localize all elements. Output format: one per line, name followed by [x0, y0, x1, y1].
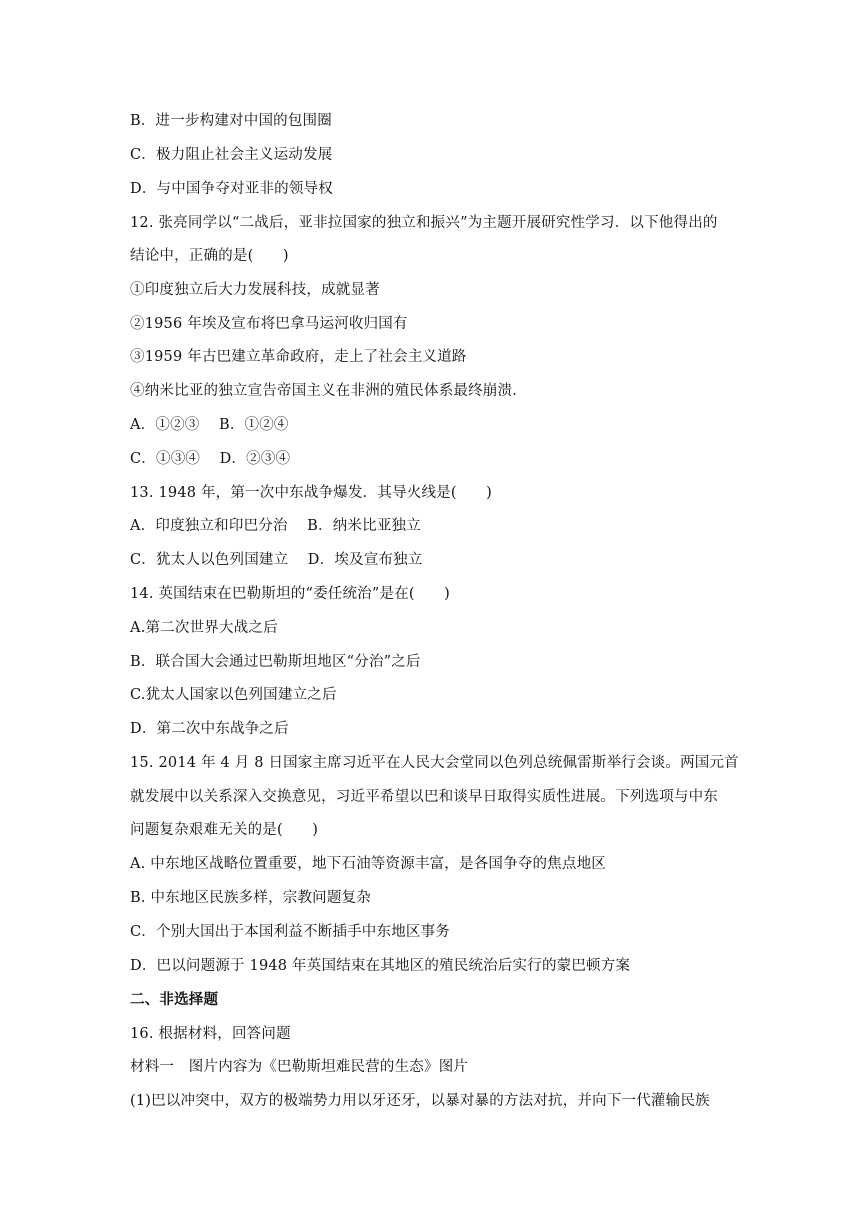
statement-12-3: ③1959 年古巴建立革命政府，走上了社会主义道路: [130, 349, 467, 365]
question-14-stem: 14. 英国结束在巴勒斯坦的“委任统治”是在( ): [130, 586, 451, 602]
options-12-cd: C．①③④ D．②③④: [130, 451, 291, 467]
question-13-stem: 13. 1948 年，第一次中东战争爆发．其导火线是( ): [130, 485, 492, 501]
options-12-ab: A．①②③ B．①②④: [130, 417, 289, 433]
option-11d: D．与中国争夺对亚非的领导权: [130, 181, 333, 197]
option-15d: D．巴以问题源于 1948 年英国结束在其地区的殖民统治后实行的蒙巴顿方案: [130, 958, 631, 974]
statement-12-2: ②1956 年埃及宣布将巴拿马运河收归国有: [130, 316, 408, 332]
option-11b: B．进一步构建对中国的包围圈: [130, 113, 332, 129]
section-heading: 二、非选择题: [130, 991, 219, 1008]
options-13-cd: C．犹太人以色列国建立 D．埃及宣布独立: [130, 552, 423, 568]
option-11c: C．极力阻止社会主义运动发展: [130, 147, 333, 163]
option-15c: C．个别大国出于本国利益不断插手中东地区事务: [130, 924, 450, 940]
question-16-1-line-1: (1)巴以冲突中，双方的极端势力用以牙还牙，以暴对暴的方法对抗，并向下一代灌输民族: [130, 1093, 710, 1109]
option-14b: B．联合国大会通过巴勒斯坦地区“分治”之后: [130, 654, 421, 670]
options-13-ab: A．印度独立和印巴分治 B．纳米比亚独立: [130, 518, 421, 534]
material-1: 材料一 图片内容为《巴勒斯坦难民营的生态》图片: [130, 1059, 469, 1075]
statement-12-4: ④纳米比亚的独立宣告帝国主义在非洲的殖民体系最终崩溃．: [130, 383, 527, 399]
question-12-stem-line-1: 12. 张亮同学以“二战后，亚非拉国家的独立和振兴”为主题开展研究性学习．以下他得出的: [130, 215, 718, 231]
statement-12-1: ①印度独立后大力发展科技，成就显著: [130, 282, 380, 298]
question-15-stem-line-2: 就发展中以关系深入交换意见，习近平希望以巴和谈早日取得实质性进展。下列选项与中东: [130, 789, 718, 805]
question-15-stem-line-3: 问题复杂艰难无关的是( ): [130, 822, 319, 838]
option-15a: A. 中东地区战略位置重要，地下石油等资源丰富，是各国争夺的焦点地区: [130, 856, 606, 872]
question-15-stem-line-1: 15. 2014 年 4 月 8 日国家主席习近平在人民大会堂同以色列总统佩雷斯举行会谈。两国元首: [130, 755, 739, 771]
question-12-stem-line-2: 结论中，正确的是( ): [130, 248, 289, 264]
question-16-stem: 16. 根据材料，回答问题: [130, 1026, 291, 1042]
option-14c: C.犹太人国家以色列国建立之后: [130, 687, 337, 703]
option-14d: D．第二次中东战争之后: [130, 721, 289, 737]
option-15b: B. 中东地区民族多样，宗教问题复杂: [130, 890, 371, 906]
option-14a: A.第二次世界大战之后: [130, 620, 278, 636]
